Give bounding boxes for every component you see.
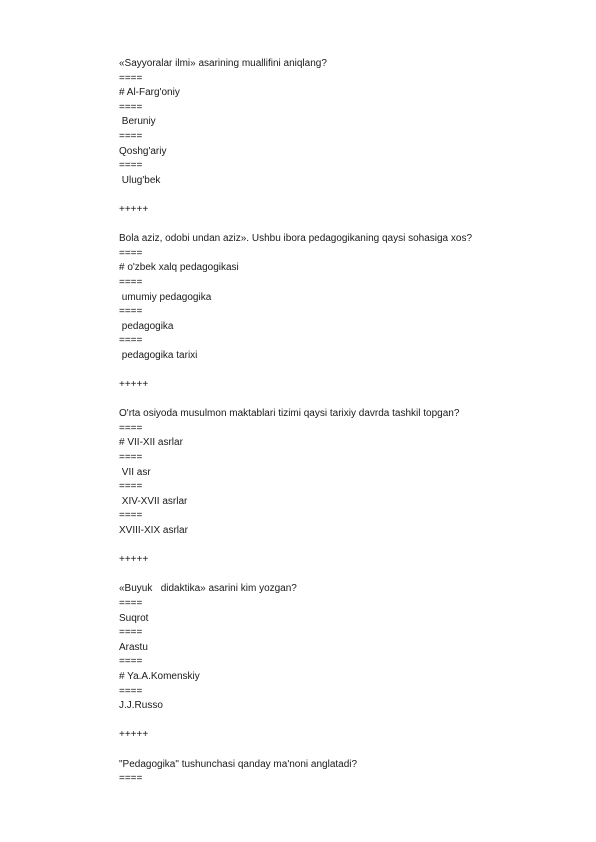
answer-option: XVIII-XIX asrlar [119, 525, 188, 536]
separator: ==== [119, 247, 143, 259]
separator: ==== [119, 335, 143, 347]
block-end-marker: +++++ [119, 379, 149, 391]
separator: ==== [119, 422, 143, 434]
answer-option: Suqrot [119, 612, 149, 624]
separator: ==== [119, 656, 143, 668]
question-text: Bola aziz, odobi undan aziz». Ushbu ibora pedagogikaning qaysi sohasiga xos? [119, 233, 473, 245]
answer-option: Ulug'bek [119, 174, 161, 186]
answer-option: Beruniy [119, 116, 156, 128]
blank-line [119, 218, 539, 233]
blank-line [119, 568, 539, 583]
separator: ==== [119, 130, 143, 142]
answer-option: Qoshg'ariy [119, 145, 167, 157]
blank-line [119, 714, 539, 729]
answer-option: pedagogika tarixi [119, 349, 198, 361]
separator: ==== [119, 276, 143, 288]
separator: ==== [119, 452, 143, 464]
separator: ==== [119, 510, 143, 522]
answer-option: pedagogika [119, 320, 174, 332]
answer-option: J.J.Russo [119, 700, 163, 712]
block-end-marker: +++++ [119, 203, 149, 215]
answer-option: XIV-XVII asrlar [119, 495, 188, 507]
answer-option: # Ya.A.Komenskiy [119, 670, 200, 682]
question-text: "Pedagogika" tushunchasi qanday ma'noni anglatadi? [119, 758, 358, 770]
answer-option: VII asr [119, 466, 151, 478]
separator: ==== [119, 773, 143, 785]
separator: ==== [119, 627, 143, 639]
separator: ==== [119, 685, 143, 697]
separator: ==== [119, 597, 143, 609]
blank-line [119, 743, 539, 758]
question-text: O'rta osiyoda musulmon maktablari tizimi qaysi tarixiy davrda tashkil topgan? [119, 408, 460, 420]
blank-line [119, 539, 539, 554]
answer-option: # Al-Farg'oniy [119, 87, 180, 99]
question-text: «Sayyoralar ilmi» asarining muallifini aniqlang? [119, 58, 327, 69]
answer-option: # VII-XII asrlar [119, 437, 183, 449]
block-end-marker: +++++ [119, 729, 149, 741]
answer-option: Arastu [119, 641, 148, 653]
blank-line [119, 363, 539, 378]
block-end-marker: +++++ [119, 554, 149, 566]
separator: ==== [119, 481, 143, 493]
answer-option: umumiy pedagogika [119, 291, 212, 303]
question-list [119, 57, 539, 787]
blank-line [119, 393, 539, 408]
separator: ==== [119, 160, 143, 172]
separator: ==== [119, 306, 143, 318]
separator: ==== [119, 101, 143, 113]
blank-line [119, 188, 539, 203]
question-text: «Buyuk didaktika» asarini kim yozgan? [119, 583, 297, 595]
answer-option: # o'zbek xalq pedagogikasi [119, 262, 239, 274]
separator: ==== [119, 72, 143, 84]
